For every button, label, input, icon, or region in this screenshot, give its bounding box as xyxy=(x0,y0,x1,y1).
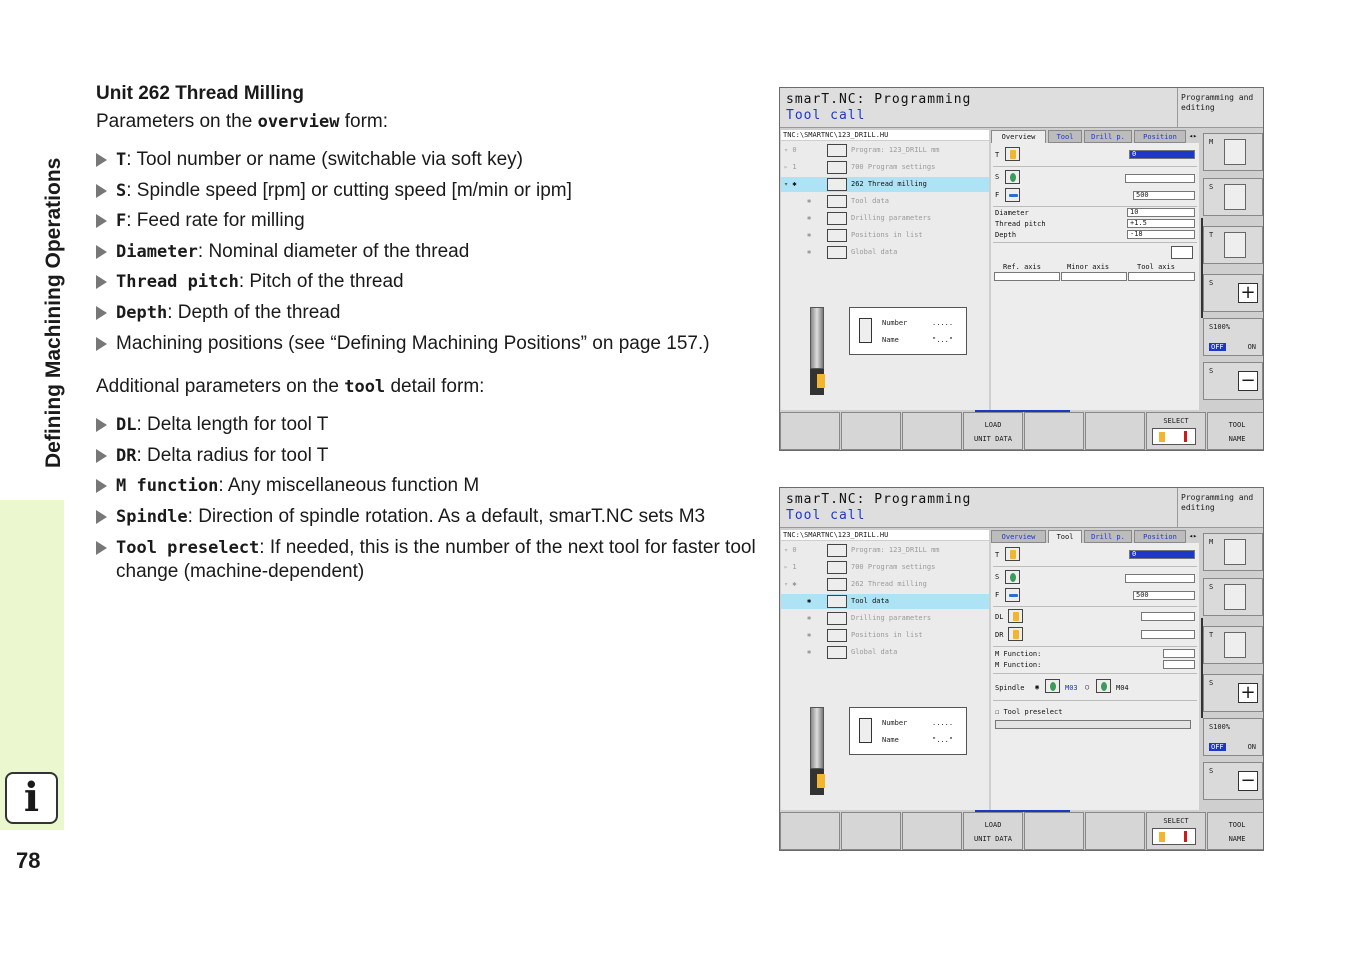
feed-icon[interactable] xyxy=(1005,588,1020,602)
tool-preview xyxy=(781,697,989,810)
bullet-code: DR xyxy=(116,445,137,466)
delta-length-field[interactable] xyxy=(1141,612,1195,621)
dr-label: DR xyxy=(995,631,1004,639)
tool-info-box xyxy=(849,707,967,755)
positions-icon xyxy=(827,229,847,242)
softkey-label: TOOL xyxy=(1228,821,1246,829)
softkey-label: SELECT xyxy=(1163,417,1189,425)
bullet-item xyxy=(96,148,756,172)
program-path: TNC:\SMARTNC\123_DRILL.HU xyxy=(781,130,989,140)
tab-scroll-arrows[interactable]: ◂▸ xyxy=(1188,532,1198,540)
tool-icon xyxy=(859,718,872,743)
softkey-label: S100% xyxy=(1209,323,1231,331)
separator xyxy=(993,206,1197,207)
tab-position[interactable]: Position xyxy=(1134,130,1186,143)
tree-label: Positions in list xyxy=(851,631,923,639)
settings-icon xyxy=(827,161,847,174)
m-function-icon xyxy=(1224,139,1246,165)
tool-icon xyxy=(859,318,872,343)
softkey-label: S xyxy=(1209,279,1214,287)
screen-title: smarT.NC: Programming xyxy=(786,492,972,507)
tree-expander: ▹ 1 xyxy=(784,163,797,171)
bullet-text: : Tool number or name (switchable via soft key) xyxy=(126,149,523,170)
tree-row[interactable] xyxy=(781,628,989,643)
tree-label: 262 Thread milling xyxy=(851,580,927,588)
delta-length-icon[interactable] xyxy=(1008,609,1023,623)
softkey-empty[interactable] xyxy=(902,412,962,450)
bullet-text: : Direction of spindle rotation. As a default, smarT.NC sets M3 xyxy=(187,505,706,527)
chapter-title: Defining Machining Operations xyxy=(42,157,65,468)
softkey-label: S xyxy=(1209,679,1214,687)
diameter-field[interactable]: 10 xyxy=(1127,208,1195,217)
s-label: S xyxy=(995,173,1000,181)
softkey-label: UNIT DATA xyxy=(974,835,1012,843)
form-tabs xyxy=(991,130,1201,143)
tab-overview[interactable]: Overview xyxy=(991,130,1046,143)
bullet-code: F xyxy=(116,211,127,232)
f-label: F xyxy=(995,591,1000,599)
milling-tool-icon xyxy=(806,307,828,399)
tab-position[interactable]: Position xyxy=(1134,530,1186,543)
softkey-s-minus[interactable] xyxy=(1203,362,1263,400)
bullet-code: Spindle xyxy=(116,506,188,527)
separator xyxy=(993,242,1197,243)
softkey-label: LOAD xyxy=(984,821,1002,829)
bullet-text: : Delta length for tool T xyxy=(136,414,329,436)
softkey-s100[interactable] xyxy=(1203,718,1263,756)
tree-label: Global data xyxy=(851,248,898,256)
tree-expander: ✱ xyxy=(807,214,812,222)
intro-before: Parameters on the xyxy=(96,111,258,132)
separator xyxy=(993,166,1197,167)
separator xyxy=(993,646,1197,647)
softkey-label: S xyxy=(1209,767,1214,775)
spindle-ccw-icon xyxy=(1096,679,1111,693)
tab-overview[interactable]: Overview xyxy=(991,530,1046,543)
spindle-icon xyxy=(1224,184,1246,210)
softkey-empty[interactable] xyxy=(902,812,962,850)
tool-icon xyxy=(1224,632,1246,658)
section-heading: Unit 262 Thread Milling xyxy=(96,83,304,104)
ref-axis-field[interactable] xyxy=(994,272,1060,281)
m-function-label: M Function: xyxy=(995,650,1042,658)
tool-number-field[interactable]: 0 xyxy=(1129,150,1195,159)
tool-data-icon xyxy=(827,595,847,608)
softkey-label: S100% xyxy=(1209,723,1231,731)
page-number: 78 xyxy=(16,848,41,873)
tool-number-label: Number xyxy=(882,319,908,327)
tree-label: 700 Program settings xyxy=(851,163,936,171)
tree-expander: ✱ xyxy=(807,648,812,656)
softkey-label: SELECT xyxy=(1163,817,1189,825)
softkey-s-plus[interactable] xyxy=(1203,674,1263,712)
screen-title: smarT.NC: Programming xyxy=(786,92,972,107)
bullet-item xyxy=(96,270,756,294)
softkey-empty[interactable] xyxy=(1024,812,1084,850)
tool-preselect-label: Tool preselect xyxy=(1003,708,1063,716)
tool-data-icon xyxy=(827,195,847,208)
spindle-icon[interactable] xyxy=(1005,570,1020,584)
softkey-tool-name[interactable] xyxy=(1207,812,1264,850)
bullet-text: : Pitch of the thread xyxy=(238,271,404,293)
tool-number-value: ..... xyxy=(932,719,954,727)
softkey-empty[interactable] xyxy=(1085,412,1145,450)
bullet-text: : Depth of the thread xyxy=(167,301,341,323)
tool-name-label: Name xyxy=(882,336,899,344)
text-column xyxy=(96,82,756,589)
milling-tool-icon xyxy=(806,707,828,799)
tree-row-selected[interactable] xyxy=(781,177,989,192)
softkey-s[interactable] xyxy=(1203,578,1263,616)
screen-header xyxy=(780,488,1178,528)
intro-after: form: xyxy=(339,111,389,132)
softkey-label: NAME xyxy=(1228,435,1246,443)
tool-icon xyxy=(1224,232,1246,258)
tree-expander: ✱ xyxy=(807,231,812,239)
bullet-code: Thread pitch xyxy=(116,272,239,293)
bullet-code: S xyxy=(116,180,127,201)
tree-expander: ✱ xyxy=(807,614,812,622)
softkey-label: S xyxy=(1209,183,1214,191)
program-tree xyxy=(781,141,989,297)
m-function-label: M Function: xyxy=(995,661,1042,669)
tree-label: Tool data xyxy=(851,597,889,605)
spacer xyxy=(96,361,756,375)
program-icon xyxy=(827,544,847,557)
softkey-label: NAME xyxy=(1228,835,1246,843)
tool-icon[interactable] xyxy=(1005,147,1020,161)
thread-pitch-label: Thread pitch xyxy=(995,220,1046,228)
tree-label: Positions in list xyxy=(851,231,923,239)
m-function-icon xyxy=(1224,539,1246,565)
tree-expander: ▿ ✱ xyxy=(784,580,797,588)
tool-icon[interactable] xyxy=(1005,547,1020,561)
thread-pitch-field[interactable]: +1.5 xyxy=(1127,219,1195,228)
spindle-speed-field[interactable] xyxy=(1125,574,1195,583)
separator xyxy=(993,566,1197,567)
bullet-item xyxy=(96,301,756,325)
info-glyph: i xyxy=(23,774,40,821)
detail-intro-paragraph xyxy=(96,375,756,399)
tree-row[interactable] xyxy=(781,560,989,575)
bullet-code: Tool preselect xyxy=(116,537,260,558)
bullet-item xyxy=(96,536,756,583)
thread-milling-icon xyxy=(827,578,847,591)
drilling-icon xyxy=(827,212,847,225)
spindle-icon xyxy=(1224,584,1246,610)
intro-code: overview xyxy=(257,112,340,132)
tree-row[interactable] xyxy=(781,611,989,626)
bullet-text: : Any miscellaneous function M xyxy=(218,475,480,497)
softkey-label: T xyxy=(1209,231,1214,239)
spindle-speed-field[interactable] xyxy=(1125,174,1195,183)
bullet-arrow-icon xyxy=(96,337,107,351)
program-tree xyxy=(781,541,989,697)
form-tabs xyxy=(991,530,1201,543)
softkey-t[interactable] xyxy=(1203,626,1263,664)
tree-expander: ▿ ✱ xyxy=(784,180,797,188)
t-label: T xyxy=(995,151,1000,159)
delta-radius-field[interactable] xyxy=(1141,630,1195,639)
mode-label: Programming and editing xyxy=(1178,88,1264,128)
tool-number-value: ..... xyxy=(932,319,954,327)
tab-drill[interactable]: Drill p. xyxy=(1084,530,1132,543)
tool-form xyxy=(991,543,1199,810)
select-tool-icon xyxy=(1152,428,1196,445)
positions-icon xyxy=(827,629,847,642)
bullet-item xyxy=(96,505,756,529)
screenshot-overview-form xyxy=(779,87,1264,451)
off-label: OFF xyxy=(1211,743,1224,751)
intro-paragraph xyxy=(96,110,756,134)
minor-axis-label: Minor axis xyxy=(1067,263,1110,271)
tree-row-selected[interactable] xyxy=(781,594,989,609)
bullet-code: DL xyxy=(116,415,137,436)
tree-label: 700 Program settings xyxy=(851,563,936,571)
softkey-m[interactable] xyxy=(1203,533,1263,571)
select-tool-icon xyxy=(1152,828,1196,845)
softkey-s-minus[interactable] xyxy=(1203,762,1263,800)
spindle-icon[interactable] xyxy=(1005,170,1020,184)
softkey-empty[interactable] xyxy=(841,812,901,850)
f-label: F xyxy=(995,191,1000,199)
softkey-label: M xyxy=(1209,538,1214,546)
tree-row[interactable] xyxy=(781,194,989,209)
globe-icon xyxy=(827,246,847,259)
m-function-field-1[interactable] xyxy=(1163,649,1195,658)
softkey-label: TOOL xyxy=(1228,421,1246,429)
softkey-label: S xyxy=(1209,367,1214,375)
tab-tool[interactable]: Tool xyxy=(1048,530,1082,543)
bullet-text: : Feed rate for milling xyxy=(126,210,305,232)
tree-expander: ▿ 0 xyxy=(784,546,797,554)
info-icon xyxy=(5,772,58,824)
tree-expander: ✱ xyxy=(807,631,812,639)
minus-icon: − xyxy=(1238,371,1258,391)
bullet-item xyxy=(96,240,756,264)
program-path: TNC:\SMARTNC\123_DRILL.HU xyxy=(781,530,989,540)
tree-label: Global data xyxy=(851,648,898,656)
separator xyxy=(993,673,1197,674)
tree-row[interactable] xyxy=(781,577,989,592)
tree-label: Drilling parameters xyxy=(851,214,932,222)
spindle-cw-icon xyxy=(1045,679,1060,693)
tab-scroll-arrows[interactable]: ◂▸ xyxy=(1188,132,1198,140)
globe-icon xyxy=(827,646,847,659)
bullet-text: : Spindle speed [rpm] or cutting speed [m/min or ipm] xyxy=(126,179,572,201)
softkey-empty[interactable] xyxy=(780,412,840,450)
delta-radius-icon[interactable] xyxy=(1008,627,1023,641)
program-icon xyxy=(827,144,847,157)
diameter-label: Diameter xyxy=(995,209,1029,217)
softkey-load-unit-data[interactable] xyxy=(963,412,1023,450)
bullet-arrow-icon xyxy=(96,541,107,555)
tool-preselect-checkbox[interactable]: ☐ Tool preselect xyxy=(995,708,1063,716)
feed-icon[interactable] xyxy=(1005,188,1020,202)
softkey-select[interactable] xyxy=(1146,412,1206,450)
s-label: S xyxy=(995,573,1000,581)
bullet-text: : If needed, this is the number of the next tool for faster tool change (machine-dependent) xyxy=(116,536,756,582)
tree-row[interactable] xyxy=(781,160,989,175)
pattern-icon[interactable] xyxy=(1171,246,1193,259)
off-label: OFF xyxy=(1211,343,1224,351)
drilling-icon xyxy=(827,612,847,625)
on-label: ON xyxy=(1247,343,1256,351)
bullet-arrow-icon xyxy=(96,245,107,259)
bullet-arrow-icon xyxy=(96,510,107,524)
tree-row[interactable] xyxy=(781,228,989,243)
bullet-text: : Nominal diameter of the thread xyxy=(197,240,470,262)
ref-axis-label: Ref. axis xyxy=(1003,263,1041,271)
m04-label: M04 xyxy=(1116,684,1129,692)
bullet-arrow-icon xyxy=(96,418,107,432)
bullet-item xyxy=(96,413,756,437)
bullet-arrow-icon xyxy=(96,275,107,289)
softkey-label: LOAD xyxy=(984,421,1002,429)
detail-intro-code: tool xyxy=(344,377,386,398)
tab-tool[interactable]: Tool xyxy=(1048,130,1082,143)
softkey-empty[interactable] xyxy=(780,812,840,850)
tool-name-value: "..." xyxy=(932,736,954,744)
tree-expander: ▿ 0 xyxy=(784,146,797,154)
mode-label: Programming and editing xyxy=(1178,488,1264,528)
softkey-m[interactable] xyxy=(1203,133,1263,171)
screen-subtitle: Tool call xyxy=(786,108,866,123)
bullet-arrow-icon xyxy=(96,184,107,198)
bullet-text: Machining positions (see “Defining Machining Positions” on page 157.) xyxy=(116,332,710,354)
plus-icon: + xyxy=(1238,683,1258,703)
bullet-code: Depth xyxy=(116,302,168,323)
feed-rate-field[interactable]: 500 xyxy=(1133,591,1195,600)
m03-radio[interactable]: ◉ xyxy=(1035,683,1040,691)
tool-axis-field[interactable] xyxy=(1128,272,1195,281)
t-label: T xyxy=(995,551,1000,559)
m-function-field-2[interactable] xyxy=(1163,660,1195,669)
detail-intro-before: Additional parameters on the xyxy=(96,376,345,398)
softkey-s100[interactable] xyxy=(1203,318,1263,356)
tool-axis-label: Tool axis xyxy=(1137,263,1175,271)
tool-number-label: Number xyxy=(882,719,908,727)
tree-label: Program: 123_DRILL mm xyxy=(851,146,940,154)
settings-icon xyxy=(827,561,847,574)
tree-expander: ✱ xyxy=(807,248,812,256)
tree-label: 262 Thread milling xyxy=(851,180,927,188)
bullet-arrow-icon xyxy=(96,214,107,228)
bullet-arrow-icon xyxy=(96,449,107,463)
softkey-label: T xyxy=(1209,631,1214,639)
on-label: ON xyxy=(1247,743,1256,751)
tree-label: Tool data xyxy=(851,197,889,205)
tool-name-value: "..." xyxy=(932,336,954,344)
softkey-label: M xyxy=(1209,138,1214,146)
tree-expander: ▹ 1 xyxy=(784,563,797,571)
softkey-label: UNIT DATA xyxy=(974,435,1012,443)
detail-intro-after: detail form: xyxy=(385,376,485,398)
m03-label: M03 xyxy=(1065,684,1078,692)
bullet-item xyxy=(96,474,756,498)
m04-radio[interactable]: ○ xyxy=(1085,683,1090,691)
tab-drill[interactable]: Drill p. xyxy=(1084,130,1132,143)
bullet-arrow-icon xyxy=(96,306,107,320)
bullet-item xyxy=(96,444,756,468)
softkey-s-plus[interactable] xyxy=(1203,274,1263,312)
tool-name-label: Name xyxy=(882,736,899,744)
tree-row[interactable] xyxy=(781,143,989,158)
tree-row[interactable] xyxy=(781,245,989,260)
separator xyxy=(993,606,1197,607)
softkey-empty[interactable] xyxy=(841,412,901,450)
tree-label: Drilling parameters xyxy=(851,614,932,622)
bullet-code: T xyxy=(116,150,127,170)
thread-milling-icon xyxy=(827,178,847,191)
bullet-code: M function xyxy=(116,476,219,497)
bullet-arrow-icon xyxy=(96,479,107,493)
bullet-arrow-icon xyxy=(96,153,107,167)
screen-subtitle: Tool call xyxy=(786,508,866,523)
softkey-label: S xyxy=(1209,583,1214,591)
dl-label: DL xyxy=(995,613,1004,621)
tool-info-box xyxy=(849,307,967,355)
tool-preview xyxy=(781,297,989,410)
minus-icon: − xyxy=(1238,771,1258,791)
tool-number-field[interactable]: 0 xyxy=(1129,550,1195,559)
screen-header xyxy=(780,88,1178,128)
softkey-load-unit-data[interactable] xyxy=(963,812,1023,850)
depth-field[interactable]: -18 xyxy=(1127,230,1195,239)
minor-axis-field[interactable] xyxy=(1061,272,1127,281)
tool-preselect-field[interactable] xyxy=(995,720,1191,729)
overview-form xyxy=(991,143,1199,410)
depth-label: Depth xyxy=(995,231,1017,239)
spindle-label: Spindle xyxy=(995,684,1025,692)
bullet-text: : Delta radius for tool T xyxy=(136,444,329,466)
softkey-s[interactable] xyxy=(1203,178,1263,216)
tree-row[interactable] xyxy=(781,211,989,226)
tree-row[interactable] xyxy=(781,543,989,558)
softkey-empty[interactable] xyxy=(1024,412,1084,450)
plus-icon: + xyxy=(1238,283,1258,303)
softkey-t[interactable] xyxy=(1203,226,1263,264)
bullet-item xyxy=(96,179,756,203)
separator xyxy=(993,700,1197,701)
screenshot-tool-form xyxy=(779,487,1264,851)
softkey-select[interactable] xyxy=(1146,812,1206,850)
softkey-tool-name[interactable] xyxy=(1207,412,1264,450)
bullet-item xyxy=(96,332,756,355)
softkey-empty[interactable] xyxy=(1085,812,1145,850)
bullet-code: Diameter xyxy=(116,241,198,262)
tree-label: Program: 123_DRILL mm xyxy=(851,546,940,554)
tree-expander: ✱ xyxy=(807,597,812,605)
bullet-item xyxy=(96,209,756,233)
tree-row[interactable] xyxy=(781,645,989,660)
feed-rate-field[interactable]: 500 xyxy=(1133,191,1195,200)
tree-expander: ✱ xyxy=(807,197,812,205)
